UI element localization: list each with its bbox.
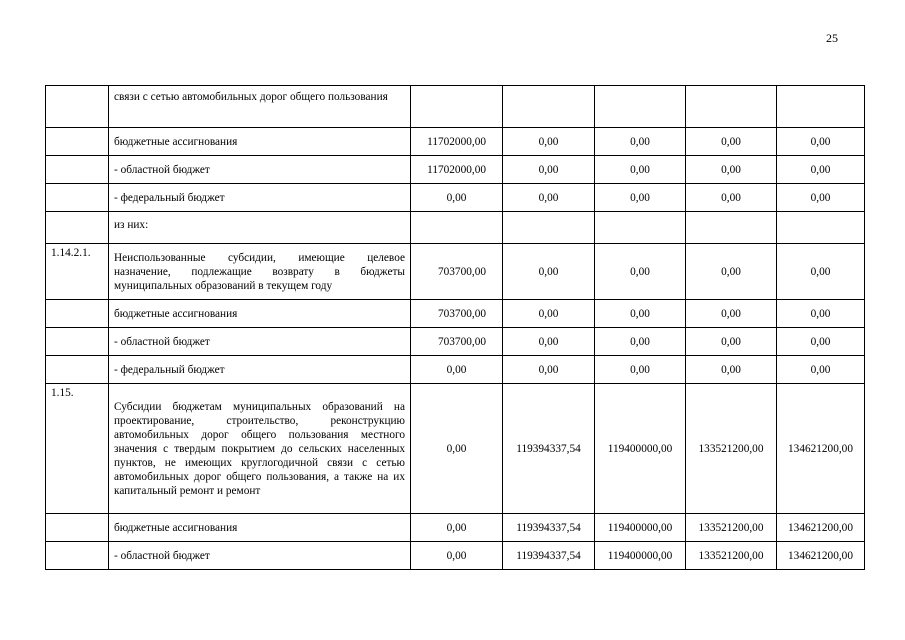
row-description: - областной бюджет [109,542,411,570]
value-cell: 0,00 [595,184,686,212]
row-description: бюджетные ассигнования [109,300,411,328]
value-cell [411,212,503,244]
value-cell: 0,00 [686,328,777,356]
value-cell: 0,00 [686,356,777,384]
value-cell: 0,00 [411,384,503,514]
table-row [46,514,865,542]
value-cell: 0,00 [686,184,777,212]
value-cell: 0,00 [777,356,865,384]
table-row [46,300,865,328]
value-cell: 0,00 [777,244,865,300]
row-code [46,128,109,156]
value-cell: 0,00 [686,156,777,184]
value-cell: 134621200,00 [777,514,865,542]
value-cell: 0,00 [777,184,865,212]
value-cell: 0,00 [686,128,777,156]
value-cell: 0,00 [777,156,865,184]
value-cell: 119394337,54 [503,514,595,542]
table-row [46,128,865,156]
value-cell: 0,00 [595,356,686,384]
value-cell: 0,00 [411,184,503,212]
value-cell: 0,00 [503,128,595,156]
value-cell: 703700,00 [411,244,503,300]
value-cell: 119400000,00 [595,542,686,570]
value-cell: 0,00 [686,244,777,300]
value-cell: 0,00 [777,300,865,328]
row-code [46,86,109,128]
table-row [46,184,865,212]
value-cell: 703700,00 [411,328,503,356]
value-cell: 0,00 [503,356,595,384]
row-description: - областной бюджет [109,328,411,356]
row-description: связи с сетью автомобильных дорог общего пользования [109,86,411,128]
row-code [46,514,109,542]
row-code [46,212,109,244]
value-cell: 133521200,00 [686,542,777,570]
row-description: из них: [109,212,411,244]
table-row [46,86,865,128]
value-cell: 11702000,00 [411,128,503,156]
value-cell: 0,00 [503,328,595,356]
table-row [46,356,865,384]
value-cell: 0,00 [595,300,686,328]
value-cell: 0,00 [411,514,503,542]
value-cell [777,86,865,128]
value-cell [777,212,865,244]
value-cell: 119400000,00 [595,384,686,514]
value-cell: 119394337,54 [503,542,595,570]
row-code [46,300,109,328]
budget-table [45,85,865,570]
value-cell: 0,00 [595,128,686,156]
value-cell [686,212,777,244]
value-cell: 0,00 [503,244,595,300]
row-code: 1.15. [46,384,109,514]
value-cell: 133521200,00 [686,384,777,514]
value-cell: 0,00 [595,156,686,184]
row-description: Субсидии бюджетам муниципальных образований на проектирование, строительство, реконструкцию автомобильных дорог общего пользования местного значения с твердым покрытием до сельских населенных пунктов, не имеющих круглогодичной связи с сетью автомобильных дорог общего пользования, а также на их капитальный ремонт и ремонт [109,384,411,514]
value-cell: 0,00 [777,328,865,356]
value-cell: 0,00 [503,184,595,212]
value-cell: 0,00 [595,328,686,356]
table-row [46,244,865,300]
value-cell [595,212,686,244]
value-cell: 703700,00 [411,300,503,328]
value-cell: 134621200,00 [777,384,865,514]
table-row [46,542,865,570]
row-code [46,184,109,212]
row-description: бюджетные ассигнования [109,128,411,156]
value-cell: 0,00 [411,356,503,384]
value-cell: 133521200,00 [686,514,777,542]
row-description: бюджетные ассигнования [109,514,411,542]
page-number: 25 [826,31,838,45]
table-row [46,156,865,184]
row-code [46,356,109,384]
value-cell: 0,00 [777,128,865,156]
row-code: 1.14.2.1. [46,244,109,300]
value-cell [595,86,686,128]
row-description: - областной бюджет [109,156,411,184]
table-row [46,384,865,514]
value-cell [503,212,595,244]
value-cell: 134621200,00 [777,542,865,570]
row-code [46,328,109,356]
value-cell: 0,00 [686,300,777,328]
row-code [46,156,109,184]
value-cell: 0,00 [595,244,686,300]
table-row [46,328,865,356]
value-cell [503,86,595,128]
value-cell: 0,00 [503,300,595,328]
value-cell [411,86,503,128]
value-cell: 119394337,54 [503,384,595,514]
value-cell: 0,00 [503,156,595,184]
row-description: - федеральный бюджет [109,356,411,384]
row-code [46,542,109,570]
value-cell: 0,00 [411,542,503,570]
value-cell: 11702000,00 [411,156,503,184]
row-description: - федеральный бюджет [109,184,411,212]
value-cell [686,86,777,128]
value-cell: 119400000,00 [595,514,686,542]
table-row [46,212,865,244]
row-description: Неиспользованные субсидии, имеющие целевое назначение, подлежащие возврату в бюджеты муниципальных образований в текущем году [109,244,411,300]
